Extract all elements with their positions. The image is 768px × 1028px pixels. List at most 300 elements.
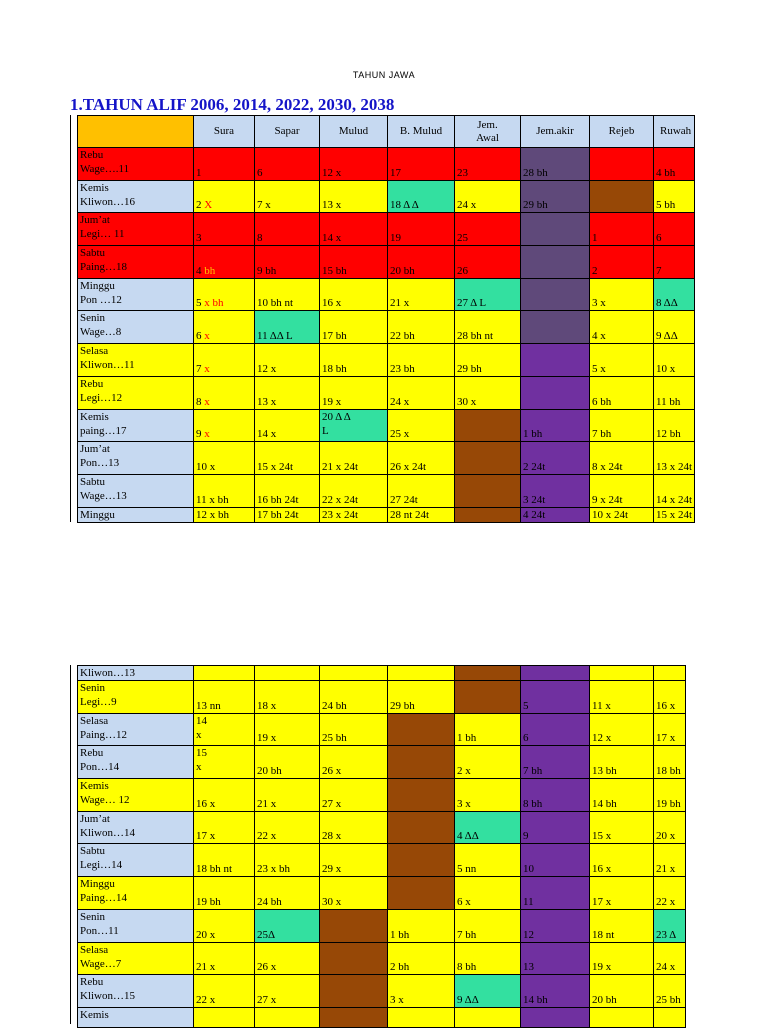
- cell-value: 20 x: [656, 830, 676, 843]
- day-label: Kemis Wage… 12: [80, 780, 130, 807]
- cell-value: 19: [390, 232, 401, 245]
- cell-value: 25 bh: [656, 993, 681, 1006]
- table-row: [78, 1007, 686, 1027]
- cell-value: 6: [656, 232, 662, 245]
- cell-value: 29 bh: [390, 699, 415, 712]
- cell-jem-akir: [521, 942, 590, 975]
- cell-value: 12 x: [322, 166, 342, 179]
- cell-sura: [194, 909, 255, 942]
- cell-rejeb: [590, 746, 654, 779]
- cell-value: 18 bh: [656, 765, 681, 778]
- cell-jem-awal: [455, 746, 521, 779]
- cell-jem-awal: [455, 409, 521, 442]
- cell-value: 16 x: [592, 863, 612, 876]
- day-label-cell: [78, 148, 194, 181]
- cell-value: 26: [457, 264, 468, 277]
- day-label-cell: [78, 311, 194, 344]
- cell-sapar: [255, 344, 320, 377]
- cell-sapar: [255, 1007, 320, 1027]
- cell-value: 6: [523, 732, 529, 745]
- day-label-cell: [78, 746, 194, 779]
- cell-value: 18 Δ Δ: [390, 199, 419, 212]
- table-row: [78, 779, 686, 812]
- cell-rejeb: [590, 442, 654, 475]
- cell-rejeb: [590, 779, 654, 812]
- cell-b-mulud: [388, 213, 455, 246]
- cell-jem-akir: [521, 474, 590, 507]
- cell-value: 7: [656, 264, 662, 277]
- cell-value: 3: [196, 232, 202, 245]
- day-label-cell: [78, 344, 194, 377]
- cell-b-mulud: [388, 666, 455, 681]
- table-row: [78, 507, 695, 522]
- cell-value: 29 bh: [523, 199, 548, 212]
- cell-value: 5 nn: [457, 863, 477, 876]
- column-header-rejeb: Rejeb: [590, 116, 654, 148]
- table-row: [78, 344, 695, 377]
- cell-jem-awal: [455, 180, 521, 213]
- day-label: Selasa Paing…12: [80, 714, 128, 741]
- cell-value: 23 x bh: [257, 863, 290, 876]
- cell-mulud: [320, 877, 388, 910]
- cell-value: 8 bh: [457, 961, 477, 974]
- table-row: [78, 409, 695, 442]
- cell-value: 23: [457, 166, 468, 179]
- cell-ruwah: [654, 713, 686, 746]
- cell-value: 29 bh: [457, 362, 482, 375]
- cell-mulud: [320, 844, 388, 877]
- cell-rejeb: [590, 180, 654, 213]
- cell-value: 2 X: [196, 199, 213, 212]
- cell-ruwah: [654, 844, 686, 877]
- cell-b-mulud: [388, 180, 455, 213]
- cell-value: 14 bh: [592, 797, 617, 810]
- cell-value: 8 x 24t: [592, 460, 623, 473]
- cell-sapar: [255, 311, 320, 344]
- day-label: Sabtu Wage…13: [80, 475, 127, 502]
- cell-value: 29 x: [322, 863, 342, 876]
- cell-rejeb: [590, 376, 654, 409]
- cell-jem-akir: [521, 278, 590, 311]
- cell-value: 10 x: [656, 362, 676, 375]
- cell-sapar: [255, 909, 320, 942]
- accent-text: X: [204, 199, 213, 212]
- cell-rejeb: [590, 246, 654, 279]
- cell-rejeb: [590, 909, 654, 942]
- cell-value: 5 bh: [656, 199, 676, 212]
- column-header-ruwah: [654, 116, 695, 148]
- cell-value: 26 x: [257, 961, 277, 974]
- cell-value: 7 bh: [457, 928, 477, 941]
- cell-mulud: [320, 180, 388, 213]
- day-label-cell: [78, 376, 194, 409]
- cell-sura: [194, 811, 255, 844]
- cell-value: 20 Δ Δ L: [322, 410, 351, 437]
- cell-sura: [194, 1007, 255, 1027]
- day-label-cell: [78, 246, 194, 279]
- cell-b-mulud: [388, 975, 455, 1008]
- cell-jem-awal: [455, 1007, 521, 1027]
- cell-ruwah: [654, 180, 695, 213]
- cell-rejeb: [590, 975, 654, 1008]
- cell-value: 22 x: [257, 830, 277, 843]
- cell-value: 10 x: [196, 460, 216, 473]
- day-label-cell: [78, 811, 194, 844]
- cell-ruwah: [654, 507, 695, 522]
- cell-b-mulud: [388, 1007, 455, 1027]
- cell-value: 6: [257, 166, 263, 179]
- cell-b-mulud: [388, 278, 455, 311]
- cell-value: 20 bh: [257, 765, 282, 778]
- cell-sura: [194, 180, 255, 213]
- cell-rejeb: [590, 278, 654, 311]
- cell-value: 19 bh: [196, 895, 221, 908]
- table-row: [78, 213, 695, 246]
- cell-rejeb: [590, 666, 654, 681]
- cell-value: 12 x bh: [196, 508, 229, 521]
- cell-jem-awal: [455, 344, 521, 377]
- table-row: [78, 844, 686, 877]
- cell-jem-akir: [521, 746, 590, 779]
- cell-sapar: [255, 409, 320, 442]
- cell-b-mulud: [388, 409, 455, 442]
- day-label: Kemis Kliwon…16: [80, 181, 135, 208]
- cell-value: 19 bh: [656, 797, 681, 810]
- cell-value: 25 bh: [322, 732, 347, 745]
- cell-ruwah: [654, 975, 686, 1008]
- cell-value: 14 x: [196, 714, 207, 741]
- cell-value: 15 bh: [322, 264, 347, 277]
- cell-value: 8 ΔΔ: [656, 297, 678, 310]
- cell-jem-akir: [521, 246, 590, 279]
- cell-value: 6 x: [196, 330, 210, 343]
- cell-rejeb: [590, 213, 654, 246]
- cell-value: 18 nt: [592, 928, 615, 941]
- day-label: Rebu Wage….11: [80, 149, 130, 175]
- cell-value: 16 x: [656, 699, 676, 712]
- accent-text: bh: [204, 264, 216, 277]
- cell-jem-awal: [455, 877, 521, 910]
- cell-value: 19 x: [257, 732, 277, 745]
- cell-value: 24 bh: [322, 699, 347, 712]
- document-title: 1.TAHUN ALIF 2006, 2014, 2022, 2030, 2038: [70, 95, 395, 114]
- cell-value: 13 x 24t: [656, 460, 693, 473]
- cell-value: 28 nt 24t: [390, 508, 430, 521]
- cell-rejeb: [590, 811, 654, 844]
- cell-value: 15 x: [196, 747, 207, 774]
- day-label-cell: [78, 681, 194, 714]
- cell-value: 9: [523, 830, 529, 843]
- cell-sura: [194, 246, 255, 279]
- cell-value: 4 bh: [196, 264, 216, 277]
- day-label: Jum’at Kliwon…14: [80, 812, 135, 839]
- cell-value: 26 x 24t: [390, 460, 427, 473]
- day-label: Sabtu Legi…14: [80, 845, 123, 872]
- table-row: [78, 278, 695, 311]
- cell-ruwah: [654, 942, 686, 975]
- cell-mulud: [320, 942, 388, 975]
- cell-rejeb: [590, 148, 654, 181]
- day-label-cell: [78, 442, 194, 475]
- accent-text: x: [204, 428, 210, 441]
- cell-jem-akir: [521, 681, 590, 714]
- day-label: Minggu Pon …12: [80, 279, 122, 306]
- cell-value: 3 24t: [523, 493, 546, 506]
- table-row: [78, 180, 695, 213]
- cell-value: 4 ΔΔ: [457, 830, 479, 843]
- day-label: Kliwon…13: [80, 667, 135, 679]
- cell-value: 1 bh: [390, 928, 410, 941]
- calendar-table-bottom: [77, 665, 686, 1028]
- day-label: Senin Wage…8: [80, 312, 122, 339]
- cell-jem-awal: [455, 713, 521, 746]
- day-label: Minggu: [80, 508, 115, 521]
- cell-sapar: [255, 713, 320, 746]
- cell-jem-akir: [521, 507, 590, 522]
- column-header-sura: Sura: [194, 116, 255, 148]
- cell-sapar: [255, 681, 320, 714]
- cell-value: 15 x 24t: [656, 508, 693, 521]
- cell-value: 24 x: [390, 395, 410, 408]
- cell-mulud: [320, 311, 388, 344]
- cell-sura: [194, 844, 255, 877]
- cell-mulud: [320, 213, 388, 246]
- cell-mulud: [320, 666, 388, 681]
- cell-jem-awal: [455, 942, 521, 975]
- cell-value: 11: [523, 895, 534, 908]
- cell-mulud: [320, 474, 388, 507]
- cell-value: 13: [523, 961, 534, 974]
- day-label: Selasa Wage…7: [80, 943, 122, 970]
- cell-jem-awal: [455, 666, 521, 681]
- cell-sapar: [255, 180, 320, 213]
- day-label-cell: [78, 975, 194, 1008]
- cell-value: 5 x: [592, 362, 606, 375]
- day-label-cell: [78, 877, 194, 910]
- cell-value: 9 x 24t: [592, 493, 623, 506]
- cell-value: 8: [257, 232, 263, 245]
- cell-value: 7 bh: [523, 765, 543, 778]
- table-row: [78, 442, 695, 475]
- cell-sapar: [255, 213, 320, 246]
- cell-b-mulud: [388, 246, 455, 279]
- column-header-jem-awal-label: Jem. Awal: [476, 118, 499, 144]
- cell-value: 24 x: [656, 961, 676, 974]
- cell-ruwah: [654, 877, 686, 910]
- cell-value: 28 x: [322, 830, 342, 843]
- cell-sapar: [255, 278, 320, 311]
- cell-value: 20 x: [196, 928, 216, 941]
- cell-value: 2: [592, 264, 598, 277]
- cell-value: 15 x 24t: [257, 460, 294, 473]
- cell-value: 27 Δ L: [457, 297, 487, 310]
- cell-jem-akir: [521, 180, 590, 213]
- cell-sura: [194, 278, 255, 311]
- cell-value: 30 x: [457, 395, 477, 408]
- cell-jem-akir: [521, 811, 590, 844]
- cell-ruwah: [654, 376, 695, 409]
- cell-value: 16 bh 24t: [257, 493, 299, 506]
- cell-sura: [194, 942, 255, 975]
- cell-rejeb: [590, 507, 654, 522]
- day-label-cell: [78, 909, 194, 942]
- cell-value: 10 x 24t: [592, 508, 629, 521]
- table-row: [78, 376, 695, 409]
- cell-rejeb: [590, 1007, 654, 1027]
- cell-value: 1 bh: [457, 732, 477, 745]
- table-row: [78, 942, 686, 975]
- cell-jem-awal: [455, 779, 521, 812]
- day-label-cell: [78, 507, 194, 522]
- cell-jem-awal: [455, 909, 521, 942]
- cell-sura: [194, 746, 255, 779]
- cell-jem-awal: [455, 148, 521, 181]
- cell-sura: [194, 344, 255, 377]
- cell-value: 14 bh: [523, 993, 548, 1006]
- cell-jem-akir: [521, 148, 590, 181]
- column-header-mulud: Mulud: [320, 116, 388, 148]
- table-row: [78, 877, 686, 910]
- cell-mulud: [320, 344, 388, 377]
- cell-sapar: [255, 376, 320, 409]
- table-row: [78, 148, 695, 181]
- cell-b-mulud: [388, 344, 455, 377]
- cell-rejeb: [590, 311, 654, 344]
- cell-sura: [194, 975, 255, 1008]
- day-label-cell: [78, 942, 194, 975]
- cell-jem-awal: [455, 376, 521, 409]
- cell-sapar: [255, 474, 320, 507]
- cell-b-mulud: [388, 844, 455, 877]
- day-label-cell: [78, 666, 194, 681]
- day-label: Sabtu Paing…18: [80, 247, 128, 274]
- cell-value: 23 x 24t: [322, 508, 359, 521]
- cell-b-mulud: [388, 942, 455, 975]
- cell-value: 21 x 24t: [322, 460, 359, 473]
- cell-sapar: [255, 811, 320, 844]
- cell-value: 18 bh: [322, 362, 347, 375]
- cell-sapar: [255, 246, 320, 279]
- cell-value: 14 x 24t: [656, 493, 693, 506]
- cell-mulud: [320, 442, 388, 475]
- cell-mulud: [320, 713, 388, 746]
- cell-ruwah: [654, 278, 695, 311]
- cell-value: 2 24t: [523, 460, 546, 473]
- cell-value: 12 bh: [656, 428, 681, 441]
- cell-value: 2 x: [457, 765, 471, 778]
- day-label-cell: [78, 779, 194, 812]
- cell-sura: [194, 713, 255, 746]
- cell-jem-akir: [521, 213, 590, 246]
- cell-value: 17 bh: [322, 330, 347, 343]
- cell-b-mulud: [388, 474, 455, 507]
- cell-value: 27 24t: [390, 493, 418, 506]
- calendar-table-top: [77, 115, 695, 523]
- cell-jem-awal: [455, 474, 521, 507]
- cell-rejeb: [590, 409, 654, 442]
- cell-value: 2 bh: [390, 961, 410, 974]
- cell-mulud: [320, 811, 388, 844]
- cell-value: 1: [592, 232, 598, 245]
- column-header-jem-akir: Jem.akir: [521, 116, 590, 148]
- cell-value: 6 bh: [592, 395, 612, 408]
- cell-jem-awal: [455, 442, 521, 475]
- cell-value: 8 x: [196, 395, 210, 408]
- cell-value: 11 x: [592, 699, 611, 712]
- cell-jem-awal: [455, 681, 521, 714]
- day-label: Selasa Kliwon…11: [80, 345, 135, 372]
- cell-value: 9 x: [196, 428, 210, 441]
- cell-value: 12: [523, 928, 534, 941]
- cell-ruwah: [654, 909, 686, 942]
- cell-value: 16 x: [196, 797, 216, 810]
- table-row: [78, 474, 695, 507]
- cell-jem-akir: [521, 376, 590, 409]
- cell-rejeb: [590, 344, 654, 377]
- cell-sapar: [255, 844, 320, 877]
- day-label: Jum’at Legi… 11: [80, 214, 125, 241]
- cell-value: 13 x: [257, 395, 277, 408]
- cell-sapar: [255, 779, 320, 812]
- cell-jem-awal: [455, 811, 521, 844]
- day-label-cell: [78, 844, 194, 877]
- day-label: Rebu Pon…14: [80, 747, 120, 774]
- cell-ruwah: [654, 311, 695, 344]
- cell-value: 9 bh: [257, 264, 277, 277]
- day-label-cell: [78, 713, 194, 746]
- cell-sapar: [255, 942, 320, 975]
- cell-b-mulud: [388, 877, 455, 910]
- cell-mulud: [320, 681, 388, 714]
- cell-jem-awal: [455, 246, 521, 279]
- document-header: TAHUN JAWA: [352, 70, 416, 80]
- cell-jem-awal: [455, 278, 521, 311]
- cell-ruwah: [654, 442, 695, 475]
- cell-b-mulud: [388, 779, 455, 812]
- cell-value: 11 x bh: [196, 493, 229, 506]
- cell-rejeb: [590, 713, 654, 746]
- cell-value: 9 ΔΔ: [656, 330, 678, 343]
- cell-rejeb: [590, 877, 654, 910]
- cell-value: 16 x: [322, 297, 342, 310]
- cell-mulud: [320, 507, 388, 522]
- cell-value: 17: [390, 166, 401, 179]
- cell-value: 10 bh nt: [257, 297, 294, 310]
- day-label: Kemis paing…17: [80, 410, 127, 437]
- cell-value: 20 bh: [390, 264, 415, 277]
- cell-value: 4 bh: [656, 166, 676, 179]
- cell-mulud: [320, 376, 388, 409]
- cell-mulud: [320, 148, 388, 181]
- cell-jem-akir: [521, 877, 590, 910]
- cell-jem-awal: [455, 213, 521, 246]
- cell-sapar: [255, 507, 320, 522]
- cell-value: 3 x: [457, 797, 471, 810]
- cell-value: 12 x: [592, 732, 612, 745]
- cell-sapar: [255, 666, 320, 681]
- accent-text: x bh: [204, 297, 224, 310]
- cell-value: 21 x: [390, 297, 410, 310]
- cell-rejeb: [590, 844, 654, 877]
- cell-value: 1: [196, 166, 202, 179]
- cell-value: 5 x bh: [196, 297, 224, 310]
- cell-value: 17 x: [592, 895, 612, 908]
- column-header-sapar: Sapar: [255, 116, 320, 148]
- cell-ruwah: [654, 474, 695, 507]
- cell-value: 21 x: [257, 797, 277, 810]
- cell-value: 18 x: [257, 699, 277, 712]
- cell-rejeb: [590, 942, 654, 975]
